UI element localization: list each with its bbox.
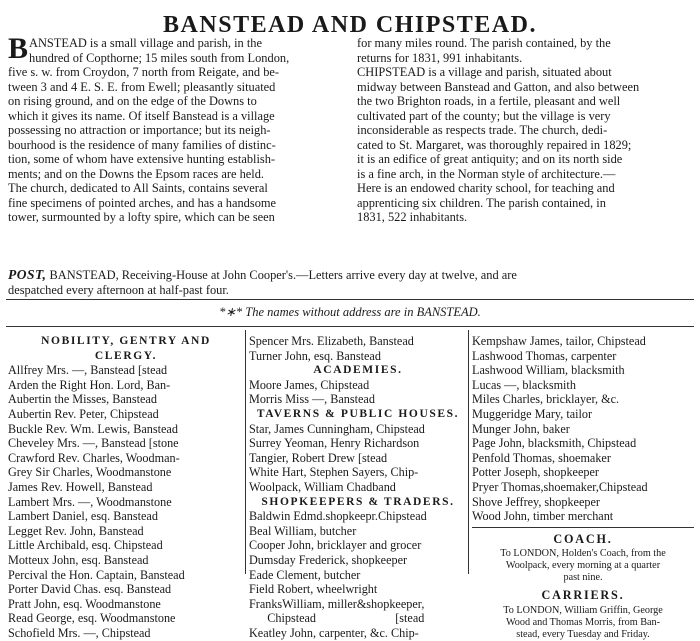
post-label: POST, — [8, 267, 47, 282]
list-item: Kempshaw James, tailor, Chipstead — [472, 334, 646, 348]
list-item: Arden the Right Hon. Lord, Ban- — [8, 377, 171, 392]
list-item: Lambert Mrs. —, Woodmanstone — [8, 494, 172, 509]
section-heading: CLERGY. — [94, 349, 158, 362]
column-divider-1 — [245, 330, 246, 574]
list-item: Beal William, butcher — [249, 523, 357, 538]
section-heading-coach: COACH. — [553, 531, 613, 546]
post-text-1: BANSTEAD, Receiving-House at John Cooper's.—Letters arrive every day at twelve, and are — [46, 268, 517, 282]
intro-chipstead — [357, 36, 693, 225]
column-trades-continued — [472, 334, 694, 641]
list-item: Cooper John, bricklayer and grocer — [249, 538, 422, 553]
list-item: Legget Rev. John, Banstead — [8, 523, 144, 538]
intro-line: the two Brighton roads, in a fertile, pleasant and well — [357, 94, 621, 108]
list-item: FranksWilliam, miller&shopkeeper, — [249, 596, 425, 611]
list-item: Woolpack, William Chadband — [249, 479, 396, 494]
section-heading-carriers: CARRIERS. — [541, 588, 625, 603]
list-item: Potter Joseph, shopkeeper — [472, 465, 599, 480]
intro-line: The church, dedicated to All Saints, contains several — [8, 181, 268, 195]
section-heading-shopkeepers: SHOPKEEPERS & TRADERS. — [261, 495, 455, 508]
intro-line: returns for 1831, 991 inhabitants. — [357, 50, 523, 65]
column-trades — [249, 334, 467, 640]
post-notice — [8, 268, 692, 297]
intro-line: it is an edifice of great antiquity; and on its north side — [357, 152, 623, 166]
coach-line: To LONDON, Holden's Coach, from the — [500, 548, 666, 560]
coach-line: Woolpack, every morning at a quarter — [505, 560, 661, 572]
intro-line: is a fine arch, in the Norman style of architecture.— — [357, 166, 616, 181]
list-item: Surrey Yeoman, Henry Richardson — [249, 436, 420, 451]
coach-line: past nine. — [563, 572, 603, 584]
list-item: Schofield Mrs. —, Chipstead — [8, 625, 151, 640]
carrier-line: To LONDON, William Griffin, George — [503, 604, 663, 616]
list-item: Lashwood Thomas, carpenter — [472, 348, 617, 363]
divider-rule-top — [6, 299, 694, 300]
post-text-2: despatched every afternoon at half-past four. — [8, 282, 229, 297]
intro-line: which it gives its name. Of itself Banstead is a village — [8, 108, 275, 123]
intro-line: for many miles round. The parish contained, by the — [357, 36, 611, 50]
list-item: Wood John, timber merchant — [472, 509, 614, 524]
list-item: Shove Jeffrey, shopkeeper — [472, 494, 600, 509]
list-item: Pratt John, esq. Woodmanstone — [8, 596, 161, 611]
column-divider-2 — [468, 330, 469, 574]
intro-line: possessing no attraction or importance; but its neigh- — [8, 123, 271, 137]
intro-line: cated to St. Margaret, was thoroughly repaired in 1829; — [357, 137, 632, 152]
intro-line: cultivated part of the county; but the village is very — [357, 108, 611, 123]
list-item: Lambert Daniel, esq. Banstead — [8, 509, 158, 524]
section-heading-taverns: TAVERNS & PUBLIC HOUSES. — [256, 407, 460, 420]
list-item: Moore James, Chipstead — [249, 377, 370, 392]
section-heading: NOBILITY, GENTRY AND — [41, 335, 211, 347]
list-item: Page John, blacksmith, Chipstead — [472, 436, 637, 451]
page-title: BANSTEAD AND CHIPSTEAD. — [163, 12, 537, 38]
list-item: Crawford Rev. Charles, Woodman- — [8, 450, 180, 465]
intro-line: apprenticing six children. The parish contained, in — [357, 195, 606, 210]
carrier-line: Wood and Thomas Morris, from Ban- — [505, 616, 661, 628]
list-item: Little Archibald, esq. Chipstead — [8, 538, 163, 553]
list-item: Buckle Rev. Wm. Lewis, Banstead — [8, 421, 178, 436]
list-item: Dumsday Frederick, shopkeeper — [249, 552, 408, 567]
intro-line: ANSTEAD is a small village and parish, in the — [29, 36, 262, 50]
list-item: Lashwood William, blacksmith — [472, 363, 625, 378]
list-item: Cheveley Mrs. —, Banstead [stone — [8, 436, 179, 451]
list-item: Allfrey Mrs. —, Banstead [stead — [8, 363, 168, 378]
list-item: Turner John, esq. Banstead — [249, 348, 381, 363]
list-item: Spencer Mrs. Elizabeth, Banstead — [249, 334, 414, 348]
list-item: Pryer Thomas,shoemaker,Chipstead — [472, 479, 648, 494]
list-item: Motteux John, esq. Banstead — [8, 552, 149, 567]
list-item: Porter David Chas. esq. Banstead — [8, 582, 172, 597]
list-item: Penfold Thomas, shoemaker — [472, 450, 611, 465]
intro-line: tween 3 and 4 E. S. E. from Ewell; pleasantly situated — [8, 79, 276, 94]
intro-line: 1831, 522 inhabitants. — [357, 210, 468, 224]
list-item: Chipstead [stead — [249, 611, 425, 626]
list-item: Muggeridge Mary, tailor — [472, 406, 593, 421]
intro-line: Here is an endowed charity school, for teaching and — [357, 181, 615, 195]
intro-line: inconsiderable as respects trade. The church, dedi- — [357, 123, 608, 137]
coach-divider — [472, 527, 694, 528]
list-item: Eade Clement, butcher — [249, 567, 361, 582]
intro-line: bourhood is the residence of many families of distinc- — [8, 137, 276, 152]
list-item: Miles Charles, bricklayer, &c. — [472, 392, 620, 407]
intro-line: CHIPSTEAD is a village and parish, situated about — [357, 65, 612, 79]
list-item: Star, James Cunningham, Chipstead — [249, 421, 425, 436]
list-item: Percival the Hon. Captain, Banstead — [8, 567, 185, 582]
intro-line: midway between Banstead and Gatton, and also between — [357, 79, 640, 94]
list-item: Tangier, Robert Drew [stead — [249, 450, 388, 465]
intro-line: fine specimens of pointed arches, and has a handsome — [8, 195, 277, 210]
intro-line: five s. w. from Croydon, 7 north from Reigate, and be- — [8, 65, 280, 79]
intro-line: on rising ground, and on the edge of the Downs to — [8, 94, 257, 108]
list-item: Munger John, baker — [472, 421, 570, 436]
list-item: Aubertin the Misses, Banstead — [8, 392, 157, 407]
intro-banstead — [8, 32, 338, 225]
post-line-1 — [8, 268, 692, 283]
list-item: Grey Sir Charles, Woodmanstone — [8, 465, 172, 480]
list-item: Field Robert, wheelwright — [249, 582, 378, 597]
list-item: James Rev. Howell, Banstead — [8, 479, 153, 494]
carrier-line: stead, every Tuesday and Friday. — [516, 628, 650, 640]
address-note: *∗* The names without address are in BANSTEAD. — [219, 305, 481, 319]
list-item: Read George, esq. Woodmanstone — [8, 611, 176, 626]
intro-line: ments; and on the Downs the Epsom races are held. — [8, 166, 265, 181]
list-item: White Hart, Stephen Sayers, Chip- — [249, 465, 419, 480]
list-item: Keatley John, carpenter, &c. Chip- — [249, 625, 419, 640]
divider-rule-bottom — [6, 326, 694, 327]
column-nobility — [8, 334, 244, 640]
list-item: Baldwin Edmd.shopkeepr.Chipstead — [249, 509, 427, 524]
list-item: Aubertin Rev. Peter, Chipstead — [8, 406, 159, 421]
section-heading-academies: ACADEMIES. — [313, 364, 403, 377]
intro-line: tion, some of whom have extensive hunting establish- — [8, 152, 276, 166]
intro-line: hundred of Copthorne; 15 miles south from London, — [29, 50, 290, 65]
intro-line: tower, surmounted by a lofty spire, which can be seen — [8, 210, 275, 224]
list-item: Morris Miss —, Banstead — [249, 392, 375, 407]
drop-cap: B — [8, 32, 29, 65]
list-item: Lucas —, blacksmith — [472, 377, 576, 392]
